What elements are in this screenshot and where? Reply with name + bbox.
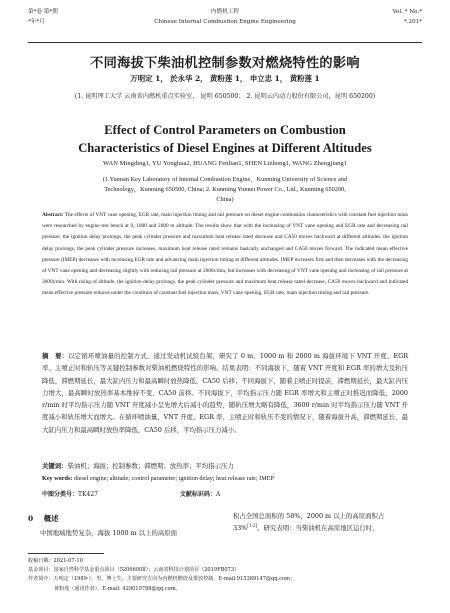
abstract-en [42, 210, 408, 300]
corresponding-author: 黄粉莲（通讯作者），E-mail: 429019788@qq.com。 [54, 585, 181, 592]
citation-ref: [1-2] [247, 522, 258, 528]
abstract-cn [42, 350, 408, 436]
title-cn: 不同海拔下柴油机控制参数对燃烧特性的影响 [90, 56, 360, 71]
section-heading [28, 513, 59, 524]
keywords-en-label: Key words: [42, 475, 73, 482]
affiliation-en [60, 175, 390, 205]
footnote-divider [28, 553, 104, 554]
body-right-line1: 积占全国总面积的 58%，2000 m 以上的高原面积占 [233, 512, 385, 520]
fund-project: 基金项目：国家自然科学基金重点项目（52066008）；云南省科技计划项目（2019FB073） [28, 567, 240, 574]
keywords-cn-text: 柴油机；海拔；控制参数；滞燃期；放热率；平均指示压力 [67, 462, 234, 470]
abstract-en-text: The effects of VNT vane opening, EGR rate, main injection timing and rail pressure on diesel engine combustion characteristics with constant fuel injection mass were researched by engine test bench at 0, 1000 and 2000 m altitude. The results show that with the increasing of VNT vane opening and EGR rate and decreasing rail pressure, the ignition delay prolongs, the peak cylinder pressure and maximum heat release rated decrease and CA50 moves backward at different altitudes. the ignition delay prolongs, the peak cylinder pressure increases, maximum heat release rated remains basically unchanged and CA50 moves forward. The indicated mean effective pressure (IMEP) decreases with increasing EGR rate and advancing main injection timing at different altitudes. IMEP increases first and then decreases with the decreasing of VNT vane opening and decreasing slightly with reducing rail pressure at 2000r/min, but increases with decreasing of VNT vane opening and increasing of rail pressure at 3600r/min. With rising of altitude, the ignition delay prolongs, the peak cylinder pressure and maximum heat release rated decrease, CA50 moves backward and indicated mean effective pressure reduces under the condition of constant fuel injection mass, VNT vane opening, EGR rate, main injection timing and rail pressure. [42, 212, 408, 297]
section-title: 概述 [43, 514, 59, 523]
section-number: 0 [28, 514, 34, 523]
abstract-cn-text: 以定循环喷油量的控制方式，通过发动机试验台架，研究了 0 m、1000 m 和 2000 m 海拔环境下 VNT 开度、EGR 率、主喷正时和轨压等关键控制参数对柴油机燃烧特性的影响。结果表明：不同海拔下，随着 VNT 开度和 EGR 率的增大及轨压降低，滞燃期延长，最大缸内压力和最高瞬时放热降低，CA50 后移；不同海拔下，随着主喷正时提前，滞燃期延长，最大缸内压力增大，最高瞬时放热率基本维持不变，CA50 前移。不同海拔下，平均指示压力随 EGR 率增大和主喷正时推迟而降低，2000 r/min 时平均指示压力随 VNT 开度减小呈先增大后减小的趋势，随轨压增大略有降低，3600 r/min 时平均指示压力随 VNT 开度减小和轨压增大而增大。在循环喷油量、VNT 开度、EGR 率、主喷正时和轨压不变的情况下，随着海拔升高，滞燃期延长，最大缸内压力和最高瞬时放热率降低，CA50 后移，平均指示压力减小。 [42, 352, 409, 434]
keywords-en-text: diesel engine; altitude; control parameter; ignition delay; heat release rate; IMEP [73, 475, 274, 482]
abstract-en-label: Abstract: [42, 212, 64, 218]
clc-number [42, 489, 98, 498]
volume-number: Vol. * No.* [392, 9, 422, 15]
keywords-cn-label: 关键词： [42, 462, 68, 470]
year-label: *.201* [403, 19, 422, 25]
clc-label: 中图分类号： [42, 491, 79, 498]
journal-name-en: Chinese Internal Combustion Engine Engineering [154, 19, 296, 25]
affiliation-en-line1: (1.Yunnan Key Laboratory of Internal Combustion Engine，Kunming University of Science and [102, 176, 348, 183]
issue-volume: 第*卷 第*期 [28, 9, 58, 15]
body-right-line2 [233, 523, 423, 535]
affiliation-cn: (1. 昆明理工大学 云南省内燃机重点实验室， 昆明 650500； 2. 昆明云内动力股份有限公司，昆明 650200) [74, 93, 376, 100]
document-code [180, 489, 220, 498]
title-en-line1: Effect of Control Parameters on Combustion [104, 123, 346, 137]
journal-header [28, 8, 422, 30]
title-en-line2: Characteristics of Diesel Engines at Different Altitudes [78, 141, 372, 155]
title-en [0, 121, 450, 157]
abstract-cn-label: 摘 要： [42, 352, 69, 360]
doc-value: A [215, 491, 221, 498]
footnotes [28, 557, 430, 594]
received-date: 收稿日期：2021-07-10 [28, 558, 83, 564]
body-right-column [233, 511, 423, 534]
area-percent: 33% [233, 523, 248, 532]
header-divider [28, 42, 422, 43]
issue-date: *年*月 [28, 19, 45, 25]
authors-en: WAN Mingding1, YU Yonghua2, HUANG Fenlian1, SHEN Lizhong1, WANG Zhengjiang1 [103, 160, 347, 167]
author-bio: 作者简介：万明定（1989-），男，博士生，主要研究方向为内燃机燃烧及排放控制，E-mail:915389147@qq.com； [28, 576, 296, 583]
classification [42, 489, 408, 498]
affiliation-en-line2: Technology，Kunming 650500, China; 2. Kunming Yunnei Power Co., Ltd., Kunming 650200, [104, 186, 346, 193]
clc-value: TK427 [78, 491, 98, 498]
body-left-column: 中国地域地势复杂，海拔 1000 m 以上的高原面 [40, 529, 178, 537]
body-right-line2-rest: 。研究表明：当柴油机在高原地区运行时， [257, 523, 379, 532]
authors-cn: 万明定 1， 於永华 2， 黄粉莲 1， 申立忠 1， 黄粉莲 1 [130, 74, 320, 83]
journal-name-cn: 内燃机工程 [211, 9, 239, 15]
keywords-en [42, 475, 408, 482]
affiliation-en-line3: China) [216, 196, 234, 203]
doc-label: 文献标识码： [179, 491, 216, 498]
keywords-cn [42, 461, 408, 470]
